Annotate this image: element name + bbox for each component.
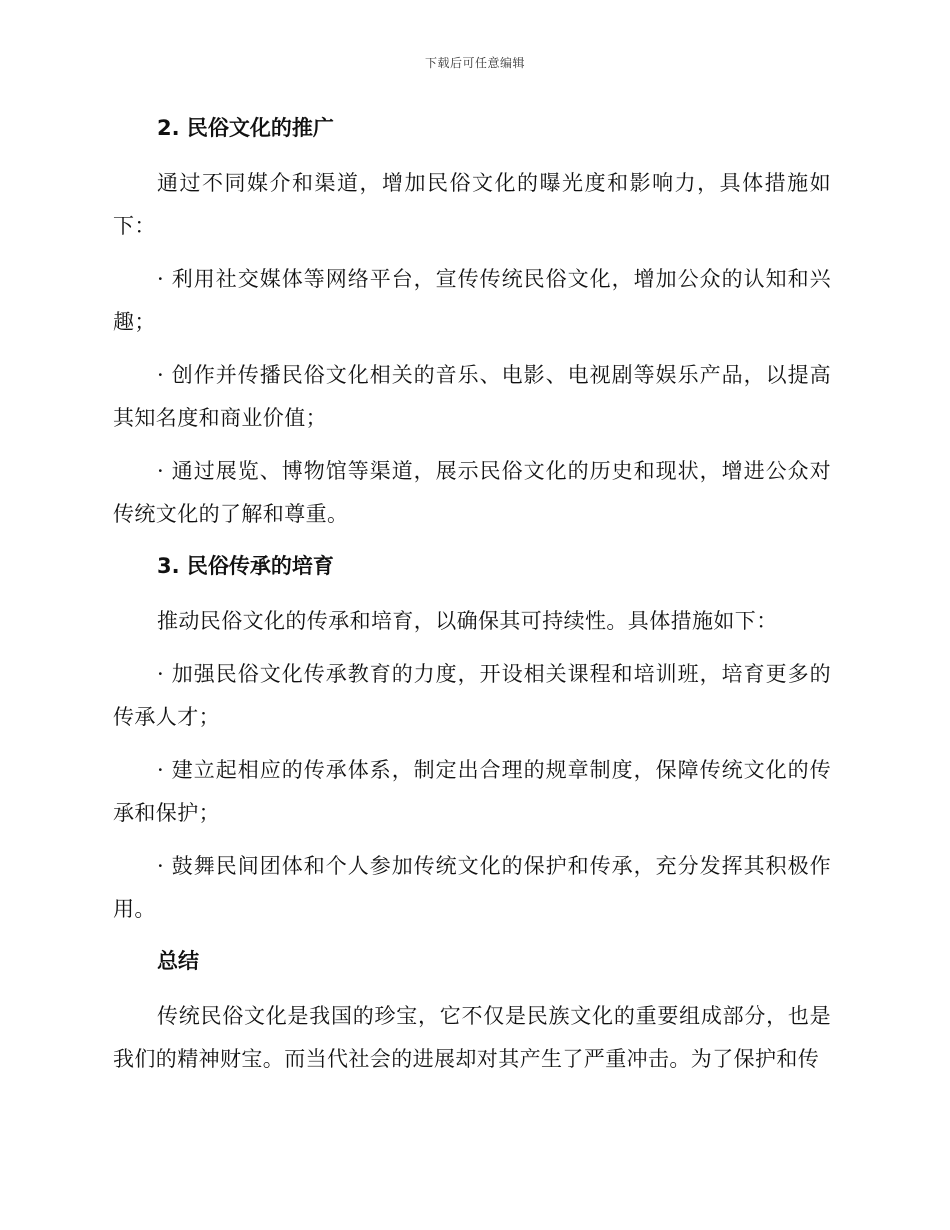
section-heading-inheritance: 3. 民俗传承的培育: [157, 554, 334, 578]
document-body: [113, 108, 831, 1091]
bullet-item: · 利用社交媒体等网络平台，宣传传统民俗文化，增加公众的认知和兴趣；: [113, 267, 831, 334]
section-heading-summary: 总结: [157, 949, 199, 973]
bullet-item: · 创作并传播民俗文化相关的音乐、电影、电视剧等娱乐产品，以提高其知名度和商业价值；: [113, 363, 831, 430]
section-intro-inheritance: 推动民俗文化的传承和培育，以确保其可持续性。具体措施如下：: [157, 609, 778, 633]
section-intro-promotion: 通过不同媒介和渠道，增加民俗文化的曝光度和影响力，具体措施如下：: [113, 171, 831, 238]
section-heading-promotion: 2. 民俗文化的推广: [157, 116, 334, 140]
header-note: 下载后可任意编辑: [424, 56, 525, 70]
bullet-item: · 建立起相应的传承体系，制定出合理的规章制度，保障传统文化的传承和保护；: [113, 758, 831, 825]
summary-text: 传统民俗文化是我国的珍宝，它不仅是民族文化的重要组成部分，也是我们的精神财宝。而当代社会的进展却对其产生了严重冲击。为了保护和传: [113, 1004, 831, 1071]
bullet-item: · 鼓舞民间团体和个人参加传统文化的保护和传承，充分发挥其积极作用。: [113, 854, 831, 921]
bullet-item: · 通过展览、博物馆等渠道，展示民俗文化的历史和现状，增进公众对传统文化的了解和尊重。: [113, 459, 831, 526]
bullet-item: · 加强民俗文化传承教育的力度，开设相关课程和培训班，培育更多的传承人才；: [113, 662, 831, 729]
